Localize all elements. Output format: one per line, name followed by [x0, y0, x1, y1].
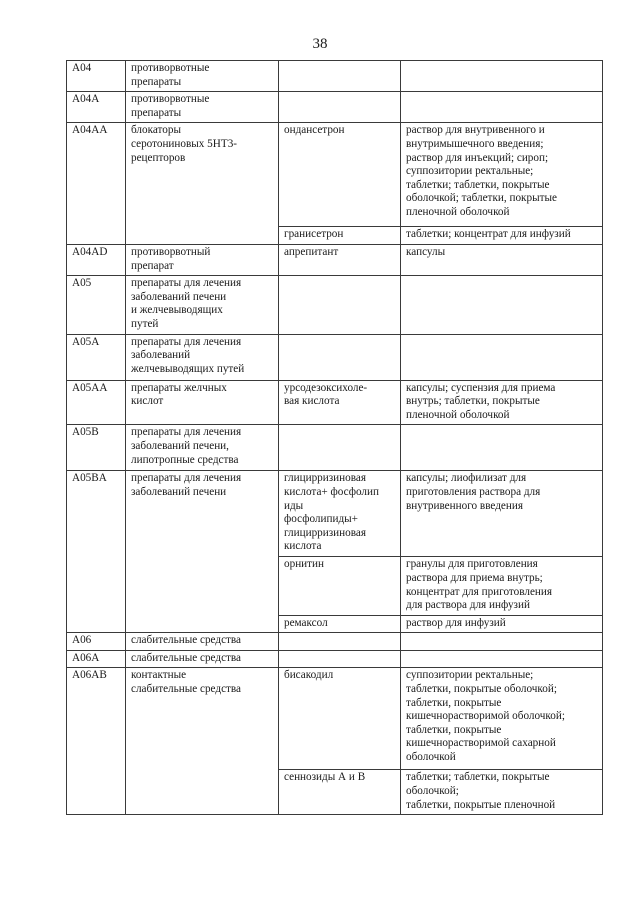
- drug-name-cell: [279, 633, 401, 651]
- atc-code-cell: A06AB: [67, 668, 126, 815]
- atc-code-cell: A05: [67, 276, 126, 334]
- drug-name-cell: сеннозиды А и В: [279, 770, 401, 815]
- table-row: [67, 425, 603, 471]
- table-row: [67, 244, 603, 275]
- table-row: [67, 123, 603, 227]
- dosage-form-cell: таблетки; таблетки, покрытые оболочкой; таблетки, покрытые пленочной: [401, 770, 603, 815]
- group-name-cell: противорвотный препарат: [126, 244, 279, 275]
- drug-name-cell: [279, 334, 401, 380]
- atc-code-cell: A06: [67, 633, 126, 651]
- atc-code-cell: A05A: [67, 334, 126, 380]
- dosage-form-cell: раствор для инфузий: [401, 615, 603, 633]
- atc-code-cell: A04AD: [67, 244, 126, 275]
- drug-name-cell: бисакодил: [279, 668, 401, 770]
- dosage-form-cell: [401, 334, 603, 380]
- table-row: [67, 633, 603, 651]
- dosage-form-cell: [401, 276, 603, 334]
- dosage-form-cell: [401, 425, 603, 471]
- drug-name-cell: [279, 276, 401, 334]
- dosage-form-cell: суппозитории ректальные; таблетки, покрытые оболочкой; таблетки, покрытые кишечнорастворимой оболочкой; таблетки, покрытые кишечнорастворимой сахарной оболочкой: [401, 668, 603, 770]
- table-row: [67, 471, 603, 557]
- group-name-cell: противорвотные препараты: [126, 92, 279, 123]
- atc-code-cell: A04A: [67, 92, 126, 123]
- dosage-form-cell: таблетки; концентрат для инфузий: [401, 227, 603, 245]
- group-name-cell: противорвотные препараты: [126, 61, 279, 92]
- table-row: [67, 61, 603, 92]
- table-row: [67, 334, 603, 380]
- group-name-cell: слабительные средства: [126, 650, 279, 668]
- group-name-cell: препараты для лечения заболеваний печени, липотропные средства: [126, 425, 279, 471]
- atc-code-cell: A05AA: [67, 380, 126, 425]
- table-row: [67, 276, 603, 334]
- dosage-form-cell: капсулы; лиофилизат для приготовления раствора для внутривенного введения: [401, 471, 603, 557]
- dosage-form-cell: [401, 633, 603, 651]
- table-row: [67, 92, 603, 123]
- drug-table: [66, 60, 603, 815]
- dosage-form-cell: гранулы для приготовления раствора для приема внутрь; концентрат для приготовления для раствора для инфузий: [401, 557, 603, 615]
- drug-name-cell: апрепитант: [279, 244, 401, 275]
- page-number: 38: [312, 36, 328, 52]
- dosage-form-cell: раствор для внутривенного и внутримышечного введения; раствор для инъекций; сироп; суппозитории ректальные; таблетки; таблетки, покрытые оболочкой; таблетки, покрытые пленочной оболочкой: [401, 123, 603, 227]
- dosage-form-cell: [401, 61, 603, 92]
- drug-name-cell: глицирризиновая кислота+ фосфолип иды фосфолипиды+ глицирризиновая кислота: [279, 471, 401, 557]
- drug-name-cell: гранисетрон: [279, 227, 401, 245]
- atc-code-cell: A05B: [67, 425, 126, 471]
- atc-code-cell: A05BA: [67, 471, 126, 633]
- drug-name-cell: ондансетрон: [279, 123, 401, 227]
- dosage-form-cell: [401, 92, 603, 123]
- group-name-cell: блокаторы серотониновых 5HT3- рецепторов: [126, 123, 279, 245]
- table-row: [67, 668, 603, 770]
- drug-name-cell: [279, 650, 401, 668]
- drug-name-cell: [279, 92, 401, 123]
- dosage-form-cell: [401, 650, 603, 668]
- table-row: [67, 650, 603, 668]
- group-name-cell: препараты для лечения заболеваний печени и желчевыводящих путей: [126, 276, 279, 334]
- drug-name-cell: [279, 61, 401, 92]
- group-name-cell: препараты для лечения заболеваний желчевыводящих путей: [126, 334, 279, 380]
- group-name-cell: контактные слабительные средства: [126, 668, 279, 815]
- drug-name-cell: урсодезоксихоле- вая кислота: [279, 380, 401, 425]
- drug-name-cell: орнитин: [279, 557, 401, 615]
- drug-name-cell: [279, 425, 401, 471]
- atc-code-cell: A06A: [67, 650, 126, 668]
- table-row: [67, 380, 603, 425]
- group-name-cell: препараты желчных кислот: [126, 380, 279, 425]
- dosage-form-cell: капсулы; суспензия для приема внутрь; таблетки, покрытые пленочной оболочкой: [401, 380, 603, 425]
- atc-code-cell: A04: [67, 61, 126, 92]
- group-name-cell: слабительные средства: [126, 633, 279, 651]
- atc-code-cell: A04AA: [67, 123, 126, 245]
- dosage-form-cell: капсулы: [401, 244, 603, 275]
- group-name-cell: препараты для лечения заболеваний печени: [126, 471, 279, 633]
- drug-name-cell: ремаксол: [279, 615, 401, 633]
